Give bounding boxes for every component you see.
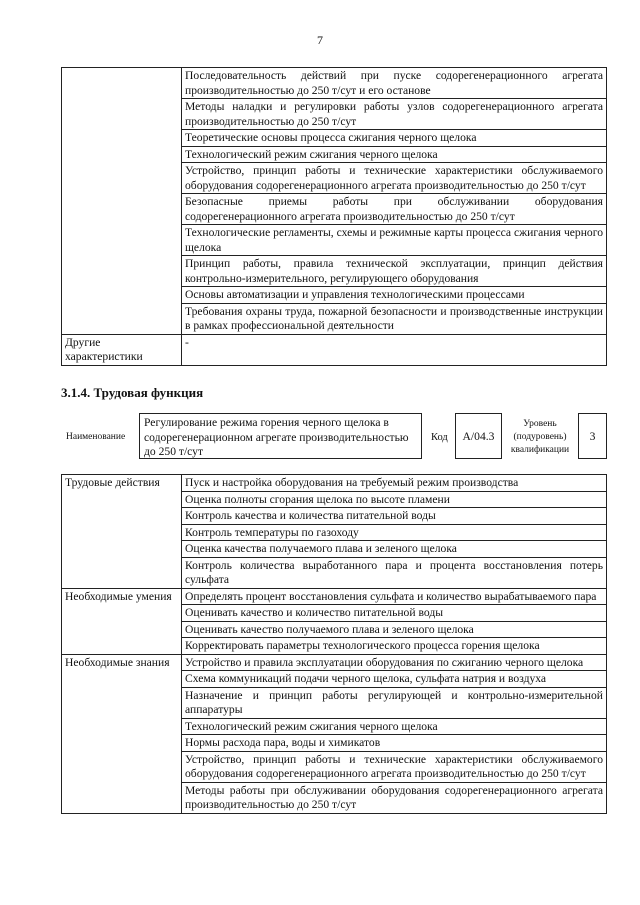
qualification-level-label: Уровень (подуровень) квалификации	[510, 419, 570, 455]
table-cell: Оценивать качество получаемого плава и зеленого щелока	[182, 621, 607, 638]
table-cell: Основы автоматизации и управления технологическими процессами	[182, 287, 607, 304]
table-cell: Безопасные приемы работы при обслуживании оборудования содорегенерационного агрегата производительностью до 250 т/сут	[182, 194, 607, 225]
table-cell: Корректировать параметры технологического процесса горения щелока	[182, 638, 607, 655]
section-heading: 3.1.4. Трудовая функция	[61, 385, 204, 400]
table-cell: -	[182, 334, 607, 365]
table-cell: Технологические регламенты, схемы и режимные карты процесса сжигания черного щелока	[182, 225, 607, 256]
labor-function-table	[61, 474, 607, 814]
table-cell: Технологический режим сжигания черного щелока	[182, 146, 607, 163]
knowledge-table-continued	[61, 67, 607, 366]
table-cell: Устройство и правила эксплуатации оборудования по сжиганию черного щелока	[182, 654, 607, 671]
code-label: Код	[431, 432, 448, 443]
table-cell: Назначение и принцип работы регулирующей и контрольно-измерительной аппаратуры	[182, 687, 607, 718]
table-row	[62, 588, 607, 605]
table-row	[62, 334, 607, 365]
table-cell: Методы наладки и регулировки работы узлов содорегенерационного агрегата производительностью до 250 т/сут	[182, 99, 607, 130]
table-cell: Определять процент восстановления сульфата и количество вырабатываемого пара	[182, 588, 607, 605]
function-name-box: Регулирование режима горения черного щелока в содорегенерационном агрегате производительностью до 250 т/сут	[139, 413, 422, 459]
table-cell: Схема коммуникаций подачи черного щелока, сульфата натрия и воздуха	[182, 671, 607, 688]
qualification-level-box: 3	[578, 413, 607, 459]
row-label-cell: Другие характеристики	[62, 334, 182, 365]
table-cell: Пуск и настройка оборудования на требуемый режим производства	[182, 475, 607, 492]
table-cell: Оценка полноты сгорания щелока по высоте пламени	[182, 491, 607, 508]
table-cell: Устройство, принцип работы и технические характеристики обслуживаемого оборудования содорегенерационного агрегата производительностью до 250 т/сут	[182, 163, 607, 194]
code-box: А/04.3	[455, 413, 502, 459]
row-label-cell	[62, 68, 182, 335]
table-cell: Технологический режим сжигания черного щелока	[182, 718, 607, 735]
table-cell: Последовательность действий при пуске содорегенерационного агрегата производительностью до 250 т/сут и его останове	[182, 68, 607, 99]
group-label-cell: Трудовые действия	[62, 475, 182, 589]
table-cell: Методы работы при обслуживании оборудования содорегенерационного агрегата производительностью до 250 т/сут	[182, 782, 607, 813]
table-cell: Принцип работы, правила технической эксплуатации, принцип действия контрольно-измерительного, регулирующего оборудования	[182, 256, 607, 287]
table-row	[62, 68, 607, 99]
group-label-cell: Необходимые умения	[62, 588, 182, 654]
table-cell: Теоретические основы процесса сжигания черного щелока	[182, 130, 607, 147]
table-cell: Контроль количества выработанного пара и процента восстановления потерь сульфата	[182, 557, 607, 588]
table-cell: Контроль качества и количества питательной воды	[182, 508, 607, 525]
table-cell: Оценивать качество и количество питательной воды	[182, 605, 607, 622]
table-cell: Требования охраны труда, пожарной безопасности и производственные инструкции в рамках профессиональной деятельности	[182, 303, 607, 334]
table-cell: Устройство, принцип работы и технические характеристики обслуживаемого оборудования содорегенерационного агрегата производительностью до 250 т/сут	[182, 751, 607, 782]
table-row	[62, 475, 607, 492]
table-cell: Нормы расхода пара, воды и химикатов	[182, 735, 607, 752]
page-number: 7	[317, 33, 323, 47]
group-label-cell: Необходимые знания	[62, 654, 182, 813]
table-cell: Оценка качества получаемого плава и зеленого щелока	[182, 541, 607, 558]
name-label: Наименование	[66, 432, 126, 442]
table-cell: Контроль температуры по газоходу	[182, 524, 607, 541]
table-row	[62, 654, 607, 671]
